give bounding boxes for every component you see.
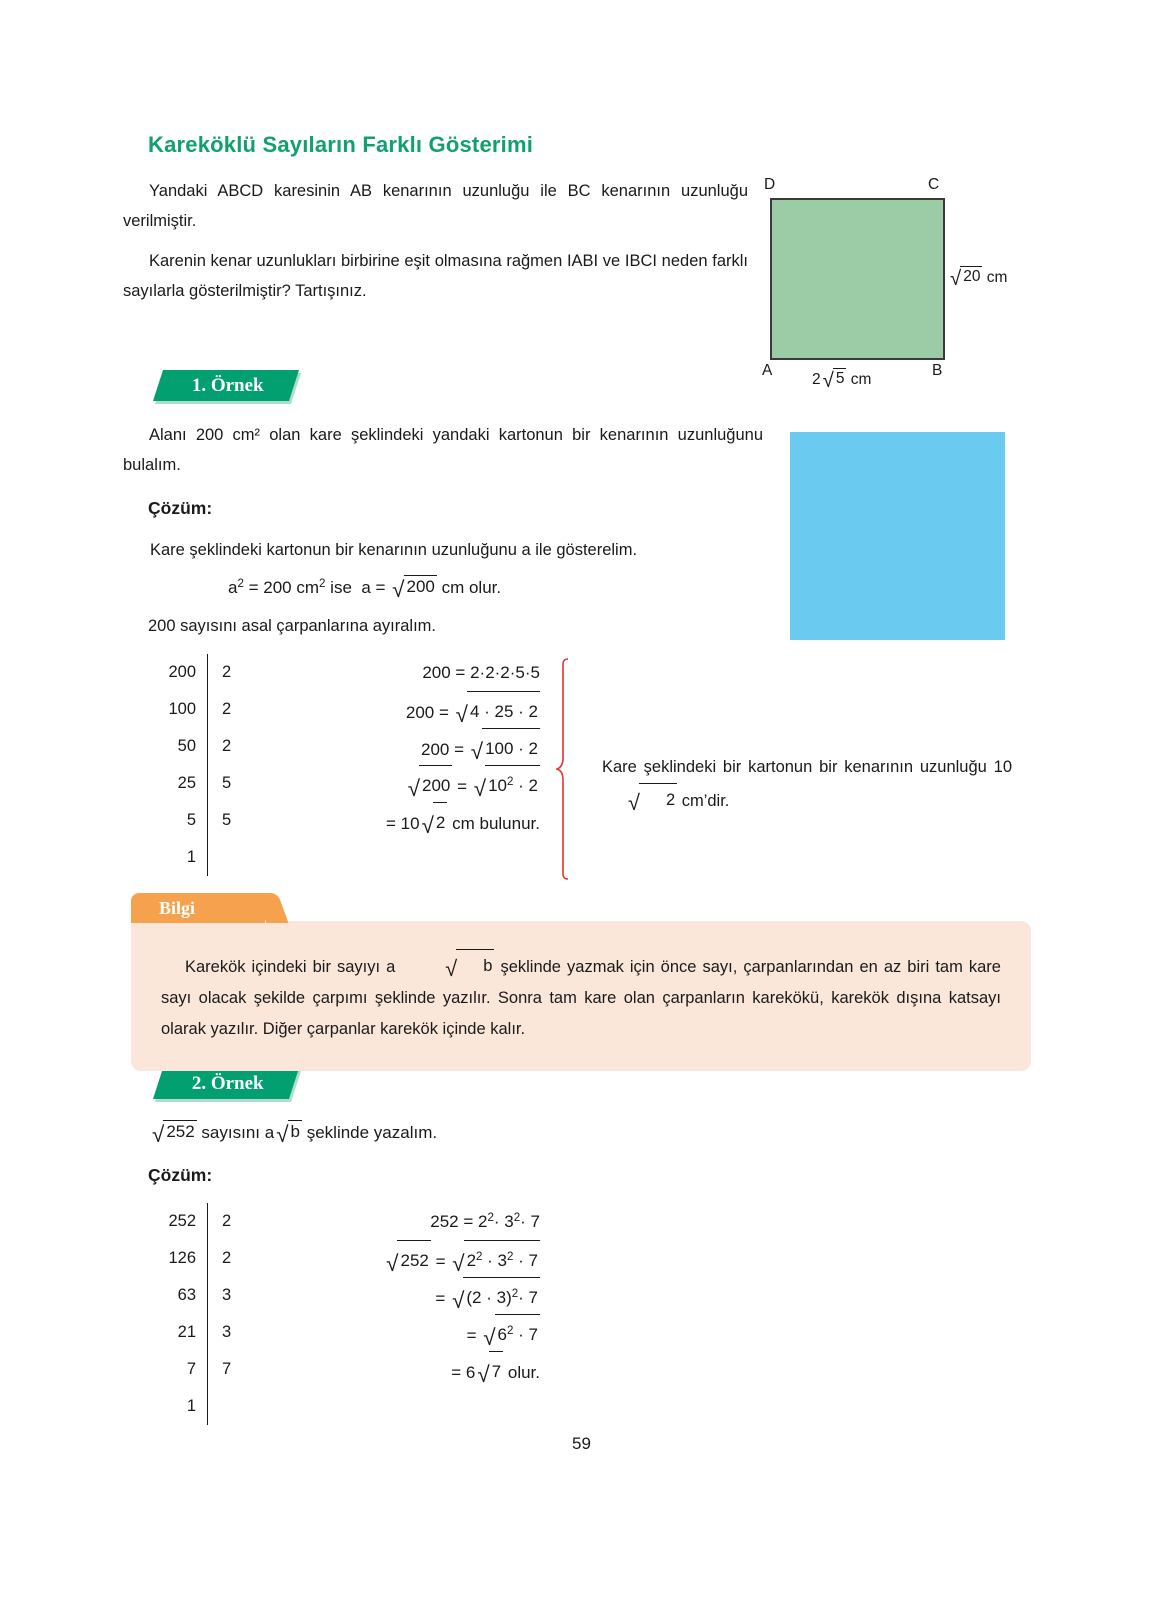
ladder-value: 7 <box>186 1360 196 1378</box>
radicand-bc: 20 <box>960 266 982 286</box>
statement-tail: şeklinde yazalım. <box>301 1123 438 1143</box>
equation-intro-left: $a^2 = 200$ $cm^2$ ise a = <box>228 578 391 598</box>
example-1-equations <box>290 654 540 839</box>
table-row <box>140 1203 266 1240</box>
bilgi-tab <box>131 893 265 923</box>
radical-10sq-2 <box>472 765 540 805</box>
page-number: 59 <box>572 1434 591 1453</box>
unit-ab: cm <box>850 370 872 388</box>
radical-200 <box>390 575 437 601</box>
radical-symbol-icon: √ <box>473 775 487 801</box>
example-2-solution-label: Çözüm: <box>148 1165 213 1185</box>
radicand-tail: · 7 <box>513 1325 538 1344</box>
ladder-divisor: 2 <box>208 728 267 765</box>
note-suffix: cm’dir. <box>677 791 730 810</box>
radicand-2: 2 <box>433 802 447 841</box>
radical-2 <box>420 802 448 842</box>
radicand-b: · 3 <box>482 1251 508 1270</box>
example-1-badge <box>153 370 299 401</box>
radicand-252: 252 <box>163 1120 196 1142</box>
radicand-exp: 2 <box>507 1325 514 1337</box>
eq4-equals: = <box>452 777 472 797</box>
ladder-divisor: 5 <box>208 765 267 802</box>
ladder-divisor: 2 <box>208 1240 267 1277</box>
eq1-mid: · 3 <box>493 1212 514 1231</box>
equation-line-4 <box>290 765 540 802</box>
eq2-equals: = <box>430 1252 451 1272</box>
radicand-2sq-3sq-7 <box>464 1240 540 1279</box>
example-2-badge <box>153 1068 299 1099</box>
equation-line-2 <box>290 691 540 728</box>
eq5-suffix: cm bulunur. <box>447 814 540 834</box>
radicand-7: 7 <box>489 1351 503 1390</box>
side-length-bc <box>948 266 1007 290</box>
ladder-divisor: 5 <box>208 802 267 839</box>
radicand-group: (2 · 3) <box>466 1288 512 1307</box>
radical-lhs-252 <box>384 1240 431 1280</box>
ladder-divisor: 3 <box>208 1277 267 1314</box>
radical-2x3-sq-7 <box>450 1277 540 1317</box>
radical-bc <box>948 266 982 290</box>
ladder-divisor: 7 <box>208 1351 267 1388</box>
radical-symbol-icon: √ <box>455 701 468 727</box>
radical-symbol-icon: √ <box>470 738 484 764</box>
radicand-tail: · 2 <box>513 776 538 795</box>
eq1-tail: · 7 <box>520 1212 540 1231</box>
factor-ladder-200 <box>140 654 266 876</box>
intro-paragraph-1: Yandaki ABCD karesinin AB kenarının uzunluğu ile BC kenarının uzunluğu verilmiştir. <box>123 182 748 230</box>
equation-line-3 <box>290 728 540 765</box>
radicand-b2: b <box>288 1120 302 1142</box>
eq2-lhs: 200 = <box>405 703 454 723</box>
radical-ab <box>821 368 847 392</box>
radicand-exponent: 2 <box>507 776 514 788</box>
table-row <box>140 839 266 876</box>
equation-line-5 <box>290 1351 540 1388</box>
radicand-a-exp: 2 <box>476 1251 483 1263</box>
red-curly-brace-icon <box>556 658 572 880</box>
ladder-value: 1 <box>186 1397 196 1415</box>
ladder-divisor: 2 <box>208 654 267 691</box>
radicand-base: 6 <box>497 1325 508 1344</box>
radicand-6sq-7 <box>495 1314 540 1353</box>
radical-lhs-200 <box>406 765 453 805</box>
ladder-value: 5 <box>186 811 196 829</box>
radicand-10sq-2 <box>485 765 540 804</box>
factor-ladder-252 <box>140 1203 266 1425</box>
ladder-value: 126 <box>168 1249 196 1267</box>
radicand-b-exp: 2 <box>507 1251 514 1263</box>
vertex-label-c: C <box>928 176 940 193</box>
equation-line-1 <box>290 1203 540 1240</box>
ladder-value: 1 <box>186 848 196 866</box>
factor-ladder-table <box>140 654 266 876</box>
radicand-base: 10 <box>488 776 508 795</box>
eq1-exp-2: 2 <box>513 1212 521 1224</box>
eq5-prefix: = 10 <box>386 814 420 834</box>
vertex-label-b: B <box>932 362 943 379</box>
ladder-divisor <box>208 1388 267 1425</box>
example-1-statement: Alanı 200 cm² olan kare şeklindeki yandaki kartonun bir kenarının uzunluğunu bulalım. <box>123 426 763 474</box>
radical-symbol-icon: √ <box>392 576 405 602</box>
radicand-tail: · 7 <box>513 1251 538 1270</box>
table-row <box>140 765 266 802</box>
bilgi-text-part-1: Karekök içindeki bir sayıyı a <box>185 957 396 976</box>
note-prefix: Kare şeklindeki bir kartonun bir kenarının uzunluğu 10 <box>602 758 1012 776</box>
ladder-divisor: 2 <box>208 1203 267 1240</box>
vertex-label-d: D <box>764 176 776 193</box>
eq1-lhs: 252 = 2 <box>430 1212 488 1231</box>
radical-2sq-3sq-7 <box>450 1240 540 1280</box>
example-1-equation-intro <box>228 575 501 601</box>
equation-line-1 <box>290 654 540 691</box>
radical-symbol-icon: √ <box>628 789 640 815</box>
table-row <box>140 1277 266 1314</box>
radical-symbol-icon: √ <box>407 775 421 801</box>
eq5-prefix: = 6 <box>451 1363 476 1383</box>
table-row <box>140 1388 266 1425</box>
equation-line-5 <box>290 802 540 839</box>
radical-symbol-icon: √ <box>477 1361 490 1387</box>
radicand-100-2: 100 · 2 <box>482 728 540 767</box>
radical-symbol-icon: √ <box>276 1121 289 1147</box>
example-2-equations <box>290 1203 540 1388</box>
table-row <box>140 691 266 728</box>
eq3-lhs: 200 = <box>420 740 469 760</box>
ladder-value: 63 <box>177 1286 196 1304</box>
radical-7 <box>475 1351 503 1391</box>
radicand-note-2: 2 <box>639 783 677 816</box>
radicand-4-25-2: 4 · 25 · 2 <box>467 691 540 730</box>
radical-b2 <box>274 1120 302 1146</box>
table-row <box>140 1240 266 1277</box>
example-2-statement <box>150 1120 437 1146</box>
equation-line-3 <box>290 1277 540 1314</box>
intro-paragraph-2: Karenin kenar uzunlukları birbirine eşit olmasına rağmen IABI ve IBCI neden farklı sayılarla gösterilmiştir? Tartışınız. <box>123 252 748 300</box>
page-title: Kareköklü Sayıların Farklı Gösterimi <box>148 132 534 157</box>
radical-symbol-icon: √ <box>822 369 834 393</box>
statement-mid: sayısını a <box>196 1123 275 1143</box>
ladder-value: 200 <box>168 663 196 681</box>
ladder-divisor <box>208 839 267 876</box>
bilgi-text-part-2: şeklinde yazmak için önce sayı, çarpanlarından en az biri tam kare sayı olacak şekilde çarpımı şeklinde yazılır. Sonra tam kare olan çarpanların karekökü, karekök dışına katsayı olarak yazılır. Diğer çarpanlar karekök içinde kalır. <box>161 957 1001 1038</box>
unit-bc: cm <box>986 268 1008 286</box>
square-shape <box>770 198 945 360</box>
radicand-lhs-200: 200 <box>419 765 452 804</box>
equation-intro-right: cm olur. <box>436 578 502 598</box>
radicand-2x3-sq-7 <box>463 1277 540 1316</box>
radical-100-2 <box>469 728 540 768</box>
eq1-rhs: 2·2·2·5·5 <box>470 663 540 682</box>
eq1-exp-1: 2 <box>487 1212 494 1224</box>
radicand-a: 2 <box>466 1251 477 1270</box>
radicand-group-exp: 2 <box>511 1288 519 1300</box>
equation-line-2 <box>290 1240 540 1277</box>
eq5-suffix: olur. <box>503 1363 540 1383</box>
ladder-value: 21 <box>177 1323 196 1341</box>
example-1-solution-line-1: Kare şeklindeki kartonun bir kenarının uzunluğunu a ile gösterelim. <box>150 541 638 559</box>
ladder-divisor: 3 <box>208 1314 267 1351</box>
table-row <box>140 1314 266 1351</box>
radicand-tail: · 7 <box>518 1288 538 1307</box>
eq4-prefix: = <box>466 1326 482 1346</box>
table-row <box>140 802 266 839</box>
table-row <box>140 654 266 691</box>
bilgi-tab-label: Bilgi <box>159 897 196 918</box>
radical-note-2 <box>578 783 677 817</box>
example-1-badge-label: 1. Örnek <box>192 374 264 396</box>
radical-symbol-icon: √ <box>452 1287 465 1313</box>
ladder-value: 252 <box>168 1212 196 1230</box>
radical-b <box>395 949 494 983</box>
vertex-label-a: A <box>762 362 773 379</box>
bilgi-body <box>131 921 1031 1071</box>
ladder-value: 25 <box>177 774 196 792</box>
radical-symbol-icon: √ <box>950 267 962 291</box>
ladder-value: 50 <box>177 737 196 755</box>
table-row <box>140 1351 266 1388</box>
ladder-divisor: 2 <box>208 691 267 728</box>
radical-symbol-icon: √ <box>421 812 434 838</box>
radical-symbol-icon: √ <box>152 1121 165 1147</box>
side-length-ab <box>812 368 871 392</box>
abcd-square-figure <box>760 176 1010 391</box>
radicand-200: 200 <box>404 575 437 597</box>
example-1-solution-label: Çözüm: <box>148 498 213 518</box>
radicand-lhs-252: 252 <box>397 1240 430 1279</box>
coefficient-ab: 2 <box>812 370 821 388</box>
radicand-ab: 5 <box>833 368 847 388</box>
factor-ladder-table <box>140 1203 266 1425</box>
radical-symbol-icon: √ <box>445 955 458 981</box>
eq3-prefix: = <box>435 1289 451 1309</box>
radical-6sq-7 <box>481 1314 540 1354</box>
radical-symbol-icon: √ <box>452 1250 465 1276</box>
radicand-b: b <box>456 949 494 982</box>
ladder-value: 100 <box>168 700 196 718</box>
radical-252 <box>150 1120 197 1146</box>
blue-carton-figure <box>790 432 1005 640</box>
eq1-lhs: 200 = <box>422 663 471 682</box>
example-1-conclusion-note <box>578 752 1012 817</box>
equation-line-4 <box>290 1314 540 1351</box>
radical-symbol-icon: √ <box>483 1324 496 1350</box>
radical-4-25-2 <box>454 691 540 731</box>
table-row <box>140 728 266 765</box>
bilgi-info-box <box>131 893 1031 1071</box>
radical-symbol-icon: √ <box>386 1250 399 1276</box>
example-2-badge-label: 2. Örnek <box>192 1072 264 1094</box>
example-1-solution-line-2: 200 sayısını asal çarpanlarına ayıralım. <box>148 617 436 635</box>
